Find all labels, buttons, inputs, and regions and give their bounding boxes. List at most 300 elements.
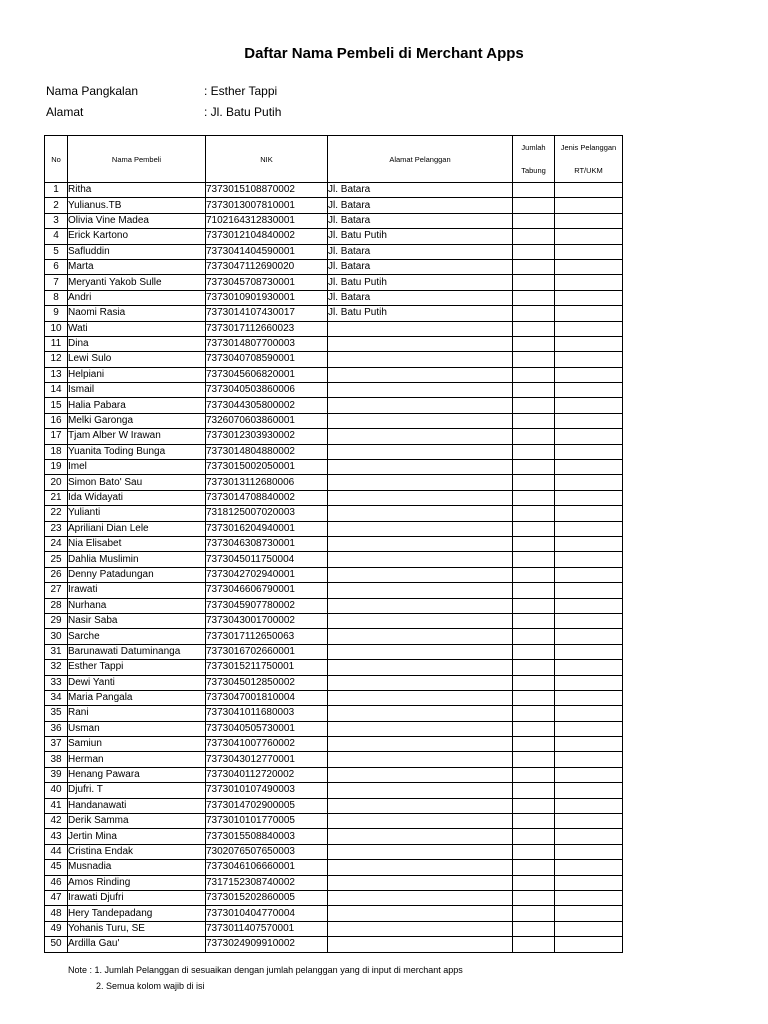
- row-number: 7: [45, 275, 68, 290]
- row-number: 30: [45, 629, 68, 644]
- table-row: [45, 383, 623, 398]
- jumlah-tabung-cell: [513, 613, 555, 628]
- jenis-pelanggan-cell: [555, 690, 623, 705]
- buyer-name: Denny Patadungan: [68, 567, 206, 582]
- jenis-pelanggan-cell: [555, 706, 623, 721]
- jenis-pelanggan-cell: [555, 829, 623, 844]
- pangkalan-row: [46, 84, 277, 98]
- buyer-address: [328, 383, 513, 398]
- jumlah-tabung-cell: [513, 552, 555, 567]
- table-row: [45, 567, 623, 582]
- page-title: Daftar Nama Pembeli di Merchant Apps: [244, 45, 524, 62]
- jenis-pelanggan-cell: [555, 921, 623, 936]
- jenis-pelanggan-cell: [555, 460, 623, 475]
- buyer-nik: 7373017112660023: [206, 321, 328, 336]
- buyer-address: [328, 413, 513, 428]
- buyer-address: [328, 829, 513, 844]
- jenis-pelanggan-cell: [555, 583, 623, 598]
- buyer-nik: 7373014804880002: [206, 444, 328, 459]
- buyer-nik: 7373046308730001: [206, 536, 328, 551]
- row-number: 13: [45, 367, 68, 382]
- jumlah-tabung-cell: [513, 183, 555, 198]
- buyer-address: Jl. Batara: [328, 213, 513, 228]
- table-row: [45, 844, 623, 859]
- buyer-name: Irawati Djufri: [68, 890, 206, 905]
- buyer-nik: 7373045012850002: [206, 675, 328, 690]
- jumlah-tabung-cell: [513, 259, 555, 274]
- table-body: [45, 183, 623, 953]
- buyer-name: Nasir Saba: [68, 613, 206, 628]
- buyer-address: [328, 737, 513, 752]
- jumlah-tabung-cell: [513, 290, 555, 305]
- row-number: 17: [45, 429, 68, 444]
- buyer-name: Wati: [68, 321, 206, 336]
- row-number: 39: [45, 767, 68, 782]
- table-row: [45, 921, 623, 936]
- row-number: 8: [45, 290, 68, 305]
- jumlah-tabung-cell: [513, 429, 555, 444]
- buyer-nik: 7373042702940001: [206, 567, 328, 582]
- buyer-name: Djufri. T: [68, 783, 206, 798]
- table-row: [45, 598, 623, 613]
- buyer-name: Melki Garonga: [68, 413, 206, 428]
- row-number: 50: [45, 937, 68, 952]
- buyer-address: [328, 352, 513, 367]
- buyer-address: Jl. Batara: [328, 259, 513, 274]
- table-row: [45, 536, 623, 551]
- header-no: No: [45, 136, 68, 183]
- jumlah-tabung-cell: [513, 383, 555, 398]
- table-row: [45, 937, 623, 952]
- table-row: [45, 721, 623, 736]
- buyer-nik: 7373040112720002: [206, 767, 328, 782]
- jenis-pelanggan-cell: [555, 844, 623, 859]
- buyer-nik: 7373010107490003: [206, 783, 328, 798]
- buyer-name: Ritha: [68, 183, 206, 198]
- row-number: 16: [45, 413, 68, 428]
- row-number: 48: [45, 906, 68, 921]
- row-number: 23: [45, 521, 68, 536]
- jenis-pelanggan-cell: [555, 306, 623, 321]
- buyer-name: Nia Elisabet: [68, 536, 206, 551]
- buyer-address: [328, 937, 513, 952]
- header-jenis-line1: Jenis Pelanggan: [560, 143, 617, 152]
- buyer-nik: 7373045907780002: [206, 598, 328, 613]
- jenis-pelanggan-cell: [555, 367, 623, 382]
- buyer-address: Jl. Batara: [328, 244, 513, 259]
- jenis-pelanggan-cell: [555, 875, 623, 890]
- table-row: [45, 783, 623, 798]
- row-number: 36: [45, 721, 68, 736]
- buyer-nik: 7318125007020003: [206, 506, 328, 521]
- buyer-address: [328, 506, 513, 521]
- jumlah-tabung-cell: [513, 890, 555, 905]
- buyer-nik: 7373015108870002: [206, 183, 328, 198]
- table-row: [45, 814, 623, 829]
- jumlah-tabung-cell: [513, 644, 555, 659]
- buyer-name: Halia Pabara: [68, 398, 206, 413]
- row-number: 1: [45, 183, 68, 198]
- row-number: 3: [45, 213, 68, 228]
- buyer-name: Dewi Yanti: [68, 675, 206, 690]
- buyer-nik: 7373012104840002: [206, 229, 328, 244]
- buyer-name: Jertin Mina: [68, 829, 206, 844]
- jumlah-tabung-cell: [513, 444, 555, 459]
- jumlah-tabung-cell: [513, 321, 555, 336]
- buyer-name: Simon Bato' Sau: [68, 475, 206, 490]
- buyer-name: Olivia Vine Madea: [68, 213, 206, 228]
- buyer-address: [328, 721, 513, 736]
- buyer-address: [328, 321, 513, 336]
- row-number: 2: [45, 198, 68, 213]
- buyer-address: [328, 598, 513, 613]
- buyer-name: Hery Tandepadang: [68, 906, 206, 921]
- buyer-nik: 7326070603860001: [206, 413, 328, 428]
- header-jumlah-line2: Tabung: [521, 166, 546, 175]
- buyer-name: Esther Tappi: [68, 660, 206, 675]
- table-row: [45, 352, 623, 367]
- buyer-address: [328, 521, 513, 536]
- header-jenis-pelanggan: [555, 136, 623, 183]
- buyer-name: Dahlia Muslimin: [68, 552, 206, 567]
- jumlah-tabung-cell: [513, 229, 555, 244]
- jumlah-tabung-cell: [513, 367, 555, 382]
- header-nama-pembeli: Nama Pembeli: [68, 136, 206, 183]
- row-number: 42: [45, 814, 68, 829]
- jenis-pelanggan-cell: [555, 937, 623, 952]
- table-row: [45, 213, 623, 228]
- row-number: 6: [45, 259, 68, 274]
- buyer-nik: 7373046106660001: [206, 860, 328, 875]
- jumlah-tabung-cell: [513, 752, 555, 767]
- buyer-address: [328, 613, 513, 628]
- jenis-pelanggan-cell: [555, 352, 623, 367]
- header-nik: NIK: [206, 136, 328, 183]
- buyer-name: Henang Pawara: [68, 767, 206, 782]
- buyer-table: [44, 135, 623, 953]
- buyer-address: [328, 814, 513, 829]
- buyer-nik: 7373044305800002: [206, 398, 328, 413]
- note-line-1: Note : 1. Jumlah Pelanggan di sesuaikan dengan jumlah pelanggan yang di input di merchant apps: [68, 965, 463, 975]
- buyer-address: [328, 367, 513, 382]
- buyer-name: Usman: [68, 721, 206, 736]
- buyer-address: [328, 783, 513, 798]
- buyer-nik: 7373015002050001: [206, 460, 328, 475]
- buyer-name: Yohanis Turu, SE: [68, 921, 206, 936]
- jenis-pelanggan-cell: [555, 890, 623, 905]
- buyer-nik: 7373015202860005: [206, 890, 328, 905]
- jenis-pelanggan-cell: [555, 244, 623, 259]
- buyer-address: [328, 398, 513, 413]
- table-row: [45, 444, 623, 459]
- buyer-name: Safluddin: [68, 244, 206, 259]
- table-row: [45, 275, 623, 290]
- row-number: 27: [45, 583, 68, 598]
- row-number: 38: [45, 752, 68, 767]
- buyer-name: Ida Widayati: [68, 490, 206, 505]
- buyer-nik: 7373040505730001: [206, 721, 328, 736]
- buyer-name: Meryanti Yakob Sulle: [68, 275, 206, 290]
- row-number: 14: [45, 383, 68, 398]
- jumlah-tabung-cell: [513, 875, 555, 890]
- row-number: 22: [45, 506, 68, 521]
- row-number: 40: [45, 783, 68, 798]
- jumlah-tabung-cell: [513, 844, 555, 859]
- row-number: 47: [45, 890, 68, 905]
- buyer-name: Tjam Alber W Irawan: [68, 429, 206, 444]
- table-row: [45, 460, 623, 475]
- jumlah-tabung-cell: [513, 675, 555, 690]
- row-number: 24: [45, 536, 68, 551]
- buyer-nik: 7373014702900005: [206, 798, 328, 813]
- table-row: [45, 906, 623, 921]
- jumlah-tabung-cell: [513, 921, 555, 936]
- buyer-address: [328, 875, 513, 890]
- header-jumlah-tabung: [513, 136, 555, 183]
- buyer-address: [328, 860, 513, 875]
- buyer-address: [328, 660, 513, 675]
- buyer-name: Yulianus.TB: [68, 198, 206, 213]
- row-number: 18: [45, 444, 68, 459]
- table-row: [45, 183, 623, 198]
- buyer-nik: 7373043012770001: [206, 752, 328, 767]
- table-row: [45, 552, 623, 567]
- row-number: 28: [45, 598, 68, 613]
- notes: [68, 962, 463, 994]
- buyer-nik: 7373010404770004: [206, 906, 328, 921]
- buyer-nik: 7373043001700002: [206, 613, 328, 628]
- jenis-pelanggan-cell: [555, 198, 623, 213]
- buyer-nik: 7373010901930001: [206, 290, 328, 305]
- table-row: [45, 229, 623, 244]
- table-row: [45, 660, 623, 675]
- jumlah-tabung-cell: [513, 521, 555, 536]
- jenis-pelanggan-cell: [555, 444, 623, 459]
- buyer-address: [328, 429, 513, 444]
- jumlah-tabung-cell: [513, 352, 555, 367]
- row-number: 5: [45, 244, 68, 259]
- jenis-pelanggan-cell: [555, 383, 623, 398]
- table-row: [45, 506, 623, 521]
- row-number: 35: [45, 706, 68, 721]
- buyer-nik: 7373041404590001: [206, 244, 328, 259]
- jumlah-tabung-cell: [513, 737, 555, 752]
- buyer-nik: 7373011407570001: [206, 921, 328, 936]
- buyer-name: Marta: [68, 259, 206, 274]
- jenis-pelanggan-cell: [555, 629, 623, 644]
- buyer-nik: 7373012303930002: [206, 429, 328, 444]
- buyer-name: Rani: [68, 706, 206, 721]
- buyer-address: [328, 752, 513, 767]
- row-number: 12: [45, 352, 68, 367]
- table-row: [45, 398, 623, 413]
- buyer-name: Yuanita Toding Bunga: [68, 444, 206, 459]
- buyer-name: Samiun: [68, 737, 206, 752]
- table-row: [45, 629, 623, 644]
- buyer-nik: 7373045011750004: [206, 552, 328, 567]
- jenis-pelanggan-cell: [555, 336, 623, 351]
- buyer-nik: 7373041011680003: [206, 706, 328, 721]
- buyer-name: Imel: [68, 460, 206, 475]
- buyer-address: [328, 906, 513, 921]
- buyer-name: Amos Rinding: [68, 875, 206, 890]
- row-number: 41: [45, 798, 68, 813]
- buyer-address: [328, 552, 513, 567]
- buyer-nik: 7373016702660001: [206, 644, 328, 659]
- row-number: 15: [45, 398, 68, 413]
- jenis-pelanggan-cell: [555, 290, 623, 305]
- table-row: [45, 706, 623, 721]
- jenis-pelanggan-cell: [555, 675, 623, 690]
- jumlah-tabung-cell: [513, 767, 555, 782]
- table-row: [45, 613, 623, 628]
- jumlah-tabung-cell: [513, 937, 555, 952]
- buyer-nik: 7373015508840003: [206, 829, 328, 844]
- row-number: 46: [45, 875, 68, 890]
- row-number: 4: [45, 229, 68, 244]
- jenis-pelanggan-cell: [555, 552, 623, 567]
- jumlah-tabung-cell: [513, 660, 555, 675]
- jumlah-tabung-cell: [513, 690, 555, 705]
- table-row: [45, 306, 623, 321]
- buyer-nik: 7373040503860006: [206, 383, 328, 398]
- jenis-pelanggan-cell: [555, 798, 623, 813]
- buyer-address: Jl. Batu Putih: [328, 229, 513, 244]
- buyer-nik: 7302076507650003: [206, 844, 328, 859]
- buyer-address: Jl. Batu Putih: [328, 306, 513, 321]
- buyer-nik: 7373013112680006: [206, 475, 328, 490]
- row-number: 43: [45, 829, 68, 844]
- buyer-nik: 7373014807700003: [206, 336, 328, 351]
- row-number: 45: [45, 860, 68, 875]
- buyer-nik: 7373041007760002: [206, 737, 328, 752]
- table-header-row: [45, 136, 623, 183]
- row-number: 34: [45, 690, 68, 705]
- buyer-name: Nurhana: [68, 598, 206, 613]
- buyer-nik: 7373024909910002: [206, 937, 328, 952]
- table-row: [45, 798, 623, 813]
- jumlah-tabung-cell: [513, 583, 555, 598]
- buyer-address: [328, 644, 513, 659]
- buyer-address: [328, 798, 513, 813]
- table-row: [45, 198, 623, 213]
- jumlah-tabung-cell: [513, 275, 555, 290]
- jumlah-tabung-cell: [513, 413, 555, 428]
- row-number: 37: [45, 737, 68, 752]
- row-number: 31: [45, 644, 68, 659]
- jumlah-tabung-cell: [513, 536, 555, 551]
- buyer-name: Ismail: [68, 383, 206, 398]
- jenis-pelanggan-cell: [555, 567, 623, 582]
- jenis-pelanggan-cell: [555, 536, 623, 551]
- row-number: 20: [45, 475, 68, 490]
- buyer-nik: 7373013007810001: [206, 198, 328, 213]
- jumlah-tabung-cell: [513, 783, 555, 798]
- jumlah-tabung-cell: [513, 398, 555, 413]
- row-number: 44: [45, 844, 68, 859]
- buyer-name: Erick Kartono: [68, 229, 206, 244]
- jenis-pelanggan-cell: [555, 721, 623, 736]
- row-number: 33: [45, 675, 68, 690]
- jumlah-tabung-cell: [513, 506, 555, 521]
- table-row: [45, 675, 623, 690]
- buyer-address: Jl. Batara: [328, 183, 513, 198]
- header-jenis-line2: RT/UKM: [574, 166, 603, 175]
- jenis-pelanggan-cell: [555, 598, 623, 613]
- jumlah-tabung-cell: [513, 721, 555, 736]
- jumlah-tabung-cell: [513, 490, 555, 505]
- row-number: 19: [45, 460, 68, 475]
- jenis-pelanggan-cell: [555, 259, 623, 274]
- jenis-pelanggan-cell: [555, 475, 623, 490]
- buyer-name: Lewi Sulo: [68, 352, 206, 367]
- row-number: 10: [45, 321, 68, 336]
- buyer-address: [328, 583, 513, 598]
- buyer-nik: 7373010101770005: [206, 814, 328, 829]
- jenis-pelanggan-cell: [555, 213, 623, 228]
- buyer-name: Maria Pangala: [68, 690, 206, 705]
- buyer-nik: 7373014708840002: [206, 490, 328, 505]
- jumlah-tabung-cell: [513, 475, 555, 490]
- buyer-name: Handanawati: [68, 798, 206, 813]
- alamat-label: Alamat: [46, 105, 84, 119]
- buyer-name: Herman: [68, 752, 206, 767]
- row-number: 9: [45, 306, 68, 321]
- jumlah-tabung-cell: [513, 213, 555, 228]
- jumlah-tabung-cell: [513, 798, 555, 813]
- table-row: [45, 475, 623, 490]
- jumlah-tabung-cell: [513, 829, 555, 844]
- jumlah-tabung-cell: [513, 629, 555, 644]
- jenis-pelanggan-cell: [555, 814, 623, 829]
- buyer-address: [328, 706, 513, 721]
- table-row: [45, 752, 623, 767]
- jumlah-tabung-cell: [513, 860, 555, 875]
- buyer-address: [328, 490, 513, 505]
- jenis-pelanggan-cell: [555, 229, 623, 244]
- buyer-nik: 7373047001810004: [206, 690, 328, 705]
- buyer-nik: 7373046606790001: [206, 583, 328, 598]
- table-row: [45, 737, 623, 752]
- row-number: 25: [45, 552, 68, 567]
- buyer-name: Musnadia: [68, 860, 206, 875]
- buyer-name: Derik Samma: [68, 814, 206, 829]
- buyer-address: [328, 890, 513, 905]
- buyer-nik: 7373017112650063: [206, 629, 328, 644]
- buyer-name: Sarche: [68, 629, 206, 644]
- table-row: [45, 521, 623, 536]
- table-row: [45, 890, 623, 905]
- jenis-pelanggan-cell: [555, 413, 623, 428]
- table-row: [45, 413, 623, 428]
- pangkalan-label: Nama Pangkalan: [46, 84, 139, 98]
- table-row: [45, 875, 623, 890]
- jumlah-tabung-cell: [513, 306, 555, 321]
- jumlah-tabung-cell: [513, 598, 555, 613]
- buyer-address: [328, 567, 513, 582]
- jenis-pelanggan-cell: [555, 906, 623, 921]
- table-row: [45, 644, 623, 659]
- table-row: [45, 244, 623, 259]
- buyer-nik: 7373016204940001: [206, 521, 328, 536]
- jenis-pelanggan-cell: [555, 767, 623, 782]
- buyer-name: Helpiani: [68, 367, 206, 382]
- header-jumlah-line1: Jumlah: [521, 143, 546, 152]
- buyer-address: [328, 675, 513, 690]
- table-row: [45, 367, 623, 382]
- buyer-nik: 7373040708590001: [206, 352, 328, 367]
- row-number: 26: [45, 567, 68, 582]
